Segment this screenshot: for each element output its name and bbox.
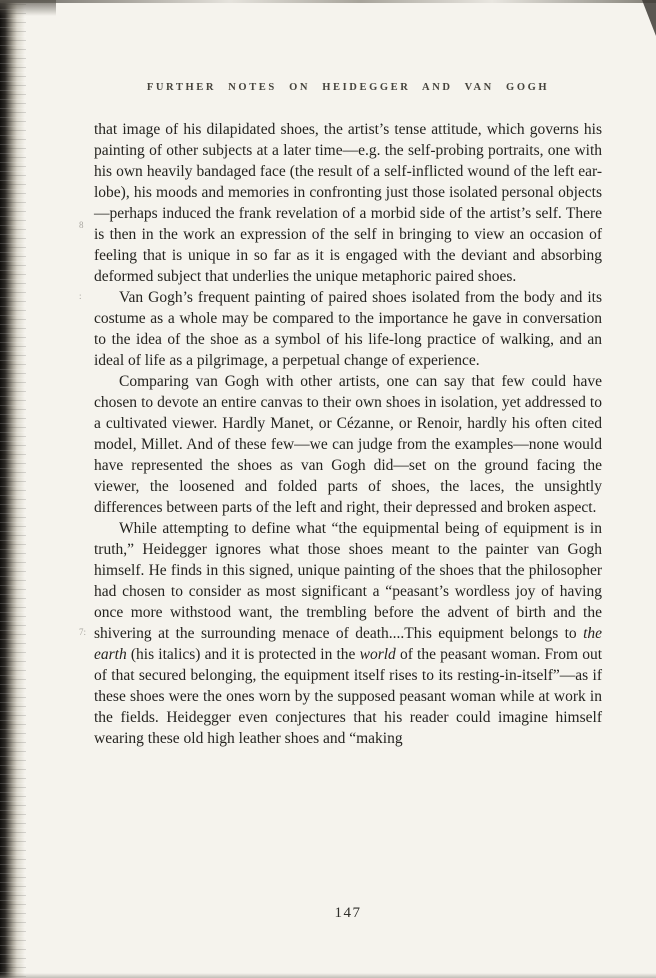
paragraph xyxy=(94,371,602,518)
italic-text-run: world xyxy=(359,646,396,663)
book-binding-edge xyxy=(0,0,26,978)
page-top-edge xyxy=(0,0,656,3)
top-right-corner-mark xyxy=(642,0,656,36)
top-left-corner-shadow xyxy=(0,0,56,16)
italic-text-run: the earth xyxy=(94,625,602,663)
text-run: While attempting to define what “the equipmental being of equipment is in truth,” Heidegger ignores what those shoes meant to the painter van Gogh himself. He finds in this signed, unique painting of the shoes that the philosopher had chosen to consider as most significant a “peasant’s wordless joy of having once more withstood want, the trembling before the advent of birth and the shivering at the surrounding menace of death....This equipment belongs to xyxy=(94,520,602,642)
margin-mark: : xyxy=(79,291,82,301)
margin-mark: 7: xyxy=(79,627,87,637)
text-run: Comparing van Gogh with other artists, one can say that few could have chosen to devote an entire canvas to their own shoes in isolation, yet addressed to a cultivated viewer. Hardly Manet, or Cézanne, or Renoir, hardly his often cited model, Millet. And of these few—we can judge from the examples—none would have represented the shoes as van Gogh did—set on the ground facing the viewer, the loosened and folded parts of shoes, the laces, the unsightly differences between parts of the left and right, their depressed and broken aspect. xyxy=(94,373,602,516)
text-run: Van Gogh’s frequent painting of paired shoes isolated from the body and its costume as a whole may be compared to the importance he gave in conversation to the idea of the shoe as a symbol of his life-long practice of walking, and an ideal of life as a pilgrimage, a perpetual change of experience. xyxy=(94,289,602,369)
text-run: that image of his dilapidated shoes, the artist’s tense attitude, which governs his painting of other subjects at a later time—e.g. the self-probing portraits, one with his own heavily bandaged face (the result of a self-inflicted wound of the left ear-lobe), his moods and memories in confronting just those isolated personal objects—perhaps induced the frank revelation of a morbid side of the artist’s self. There is then in the work an expression of the self in bringing to view an occasion of feeling that is unique in so far as it is engaged with the deviant and absorbing deformed subject that underlies the unique metaphoric paired shoes. xyxy=(94,121,602,285)
page-bottom-edge xyxy=(0,973,656,978)
page-number: 147 xyxy=(334,905,362,921)
margin-mark: 8 xyxy=(79,220,84,230)
body-text xyxy=(94,119,602,749)
running-header: FURTHER NOTES ON HEIDEGGER AND VAN GOGH xyxy=(146,82,550,93)
paragraph xyxy=(94,287,602,371)
text-run: (his italics) and it is protected in the xyxy=(126,646,360,663)
paragraph xyxy=(94,518,602,749)
text-run: of the peasant woman. From out of that secured belonging, the equipment itself rises to its resting-in-itself”—as if these shoes were the ones worn by the supposed peasant woman while at work in the fields. Heidegger even conjectures that his reader could imagine himself wearing these old high leather shoes and “making xyxy=(94,646,602,747)
paragraph xyxy=(94,119,602,287)
